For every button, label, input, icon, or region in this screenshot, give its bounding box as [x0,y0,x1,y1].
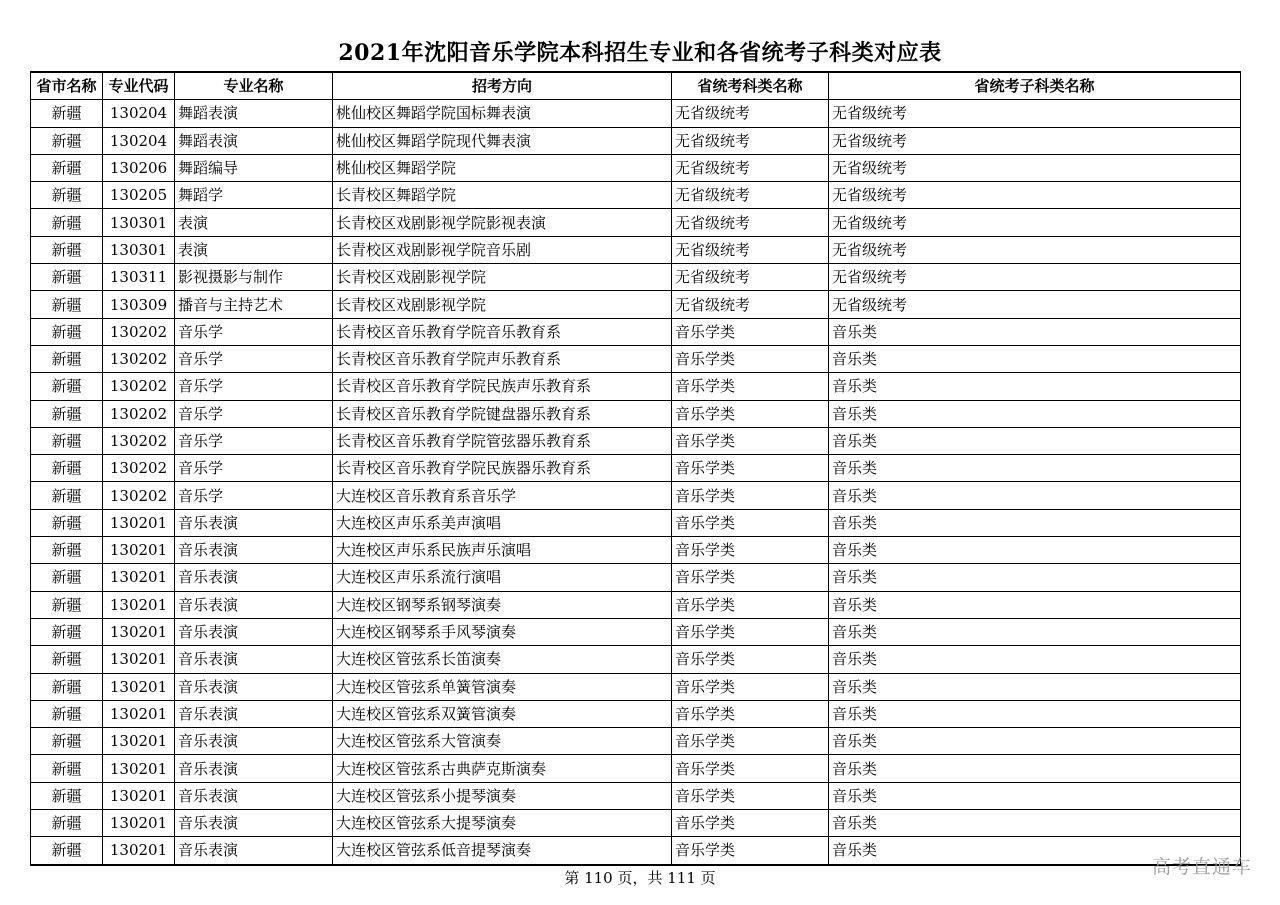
cell-major-name: 表演 [175,236,333,263]
cell-category: 无省级统考 [672,127,829,154]
cell-major-code: 130201 [103,782,175,809]
cell-direction: 大连校区声乐系民族声乐演唱 [333,537,672,564]
cell-direction: 长青校区戏剧影视学院音乐剧 [333,236,672,263]
cell-subcategory: 音乐类 [829,591,1241,618]
cell-category: 音乐学类 [672,427,829,454]
table-row [31,837,1241,865]
cell-major-code: 130201 [103,646,175,673]
cell-category: 音乐学类 [672,728,829,755]
cell-province: 新疆 [31,482,103,509]
cell-category: 音乐学类 [672,646,829,673]
cell-category: 音乐学类 [672,537,829,564]
cell-major-code: 130311 [103,264,175,291]
table-row [31,482,1241,509]
cell-direction: 长青校区戏剧影视学院影视表演 [333,209,672,236]
cell-subcategory: 音乐类 [829,700,1241,727]
page-title: 2021年沈阳音乐学院本科招生专业和各省统考子科类对应表 [338,40,942,66]
cell-category: 音乐学类 [672,400,829,427]
table-row [31,100,1241,127]
header-subcategory: 省统考子科类名称 [829,72,1241,100]
cell-major-code: 130201 [103,810,175,837]
cell-direction: 大连校区声乐系流行演唱 [333,564,672,591]
cell-subcategory: 音乐类 [829,837,1241,865]
cell-direction: 长青校区音乐教育学院民族声乐教育系 [333,373,672,400]
cell-category: 无省级统考 [672,264,829,291]
table-row [31,618,1241,645]
cell-direction: 桃仙校区舞蹈学院国标舞表演 [333,100,672,127]
cell-category: 音乐学类 [672,837,829,865]
table-row [31,264,1241,291]
cell-subcategory: 音乐类 [829,646,1241,673]
table-row [31,400,1241,427]
table-row [31,154,1241,181]
cell-major-code: 130202 [103,427,175,454]
cell-major-code: 130202 [103,373,175,400]
cell-major-name: 音乐表演 [175,700,333,727]
header-category: 省统考科类名称 [672,72,829,100]
cell-direction: 大连校区管弦系单簧管演奏 [333,673,672,700]
cell-province: 新疆 [31,810,103,837]
cell-major-code: 130301 [103,209,175,236]
cell-major-code: 130201 [103,509,175,536]
cell-major-name: 音乐学 [175,400,333,427]
cell-subcategory: 音乐类 [829,755,1241,782]
table-row [31,700,1241,727]
cell-major-code: 130202 [103,455,175,482]
table-row [31,318,1241,345]
cell-province: 新疆 [31,100,103,127]
table-row [31,755,1241,782]
cell-direction: 大连校区钢琴系钢琴演奏 [333,591,672,618]
cell-major-name: 舞蹈表演 [175,127,333,154]
cell-direction: 大连校区管弦系低音提琴演奏 [333,837,672,865]
cell-category: 音乐学类 [672,373,829,400]
cell-province: 新疆 [31,782,103,809]
cell-direction: 长青校区音乐教育学院管弦器乐教育系 [333,427,672,454]
cell-direction: 长青校区音乐教育学院民族器乐教育系 [333,455,672,482]
cell-direction: 大连校区管弦系小提琴演奏 [333,782,672,809]
table-row [31,509,1241,536]
table-header-row [31,72,1241,100]
cell-subcategory: 音乐类 [829,728,1241,755]
cell-major-name: 舞蹈编导 [175,154,333,181]
cell-direction: 大连校区管弦系长笛演奏 [333,646,672,673]
cell-province: 新疆 [31,318,103,345]
cell-direction: 大连校区音乐教育系音乐学 [333,482,672,509]
cell-direction: 大连校区管弦系古典萨克斯演奏 [333,755,672,782]
cell-province: 新疆 [31,537,103,564]
cell-major-name: 音乐学 [175,482,333,509]
cell-major-code: 130206 [103,154,175,181]
cell-subcategory: 无省级统考 [829,236,1241,263]
cell-subcategory: 无省级统考 [829,100,1241,127]
cell-direction: 长青校区戏剧影视学院 [333,264,672,291]
cell-province: 新疆 [31,509,103,536]
cell-major-name: 舞蹈表演 [175,100,333,127]
cell-major-name: 音乐表演 [175,782,333,809]
cell-major-code: 130201 [103,591,175,618]
cell-category: 音乐学类 [672,345,829,372]
cell-category: 音乐学类 [672,755,829,782]
cell-category: 音乐学类 [672,673,829,700]
cell-major-code: 130204 [103,100,175,127]
cell-major-code: 130201 [103,728,175,755]
cell-province: 新疆 [31,755,103,782]
cell-major-name: 音乐学 [175,455,333,482]
cell-major-code: 130201 [103,700,175,727]
cell-major-code: 130201 [103,837,175,865]
cell-major-code: 130205 [103,182,175,209]
cell-direction: 桃仙校区舞蹈学院现代舞表演 [333,127,672,154]
cell-direction: 长青校区舞蹈学院 [333,182,672,209]
cell-category: 无省级统考 [672,236,829,263]
cell-direction: 大连校区管弦系双簧管演奏 [333,700,672,727]
major-mapping-table [30,71,1241,866]
header-major-code: 专业代码 [103,72,175,100]
page-footer: 第 110 页，共 111 页 [564,869,716,887]
cell-direction: 大连校区管弦系大管演奏 [333,728,672,755]
cell-major-name: 表演 [175,209,333,236]
cell-direction: 长青校区戏剧影视学院 [333,291,672,318]
cell-major-name: 播音与主持艺术 [175,291,333,318]
cell-subcategory: 音乐类 [829,618,1241,645]
cell-province: 新疆 [31,291,103,318]
cell-major-code: 130202 [103,318,175,345]
cell-province: 新疆 [31,427,103,454]
cell-major-code: 130201 [103,537,175,564]
cell-major-name: 音乐学 [175,373,333,400]
cell-major-name: 音乐表演 [175,591,333,618]
cell-category: 音乐学类 [672,564,829,591]
cell-major-code: 130301 [103,236,175,263]
table-row [31,291,1241,318]
table-row [31,127,1241,154]
cell-province: 新疆 [31,127,103,154]
cell-subcategory: 音乐类 [829,400,1241,427]
cell-category: 无省级统考 [672,100,829,127]
cell-major-name: 音乐表演 [175,728,333,755]
cell-category: 无省级统考 [672,154,829,181]
cell-major-name: 音乐学 [175,345,333,372]
cell-category: 音乐学类 [672,700,829,727]
cell-direction: 大连校区管弦系大提琴演奏 [333,810,672,837]
cell-category: 音乐学类 [672,810,829,837]
cell-subcategory: 音乐类 [829,810,1241,837]
table-row [31,209,1241,236]
cell-province: 新疆 [31,264,103,291]
cell-subcategory: 无省级统考 [829,182,1241,209]
cell-province: 新疆 [31,618,103,645]
cell-province: 新疆 [31,373,103,400]
cell-subcategory: 无省级统考 [829,264,1241,291]
cell-province: 新疆 [31,728,103,755]
cell-major-code: 130202 [103,400,175,427]
cell-major-code: 130309 [103,291,175,318]
cell-subcategory: 音乐类 [829,537,1241,564]
cell-major-code: 130202 [103,482,175,509]
table-row [31,782,1241,809]
cell-subcategory: 音乐类 [829,482,1241,509]
cell-category: 音乐学类 [672,455,829,482]
cell-province: 新疆 [31,400,103,427]
cell-province: 新疆 [31,182,103,209]
header-direction: 招考方向 [333,72,672,100]
table-row [31,537,1241,564]
cell-province: 新疆 [31,837,103,865]
table-row [31,427,1241,454]
cell-major-name: 音乐表演 [175,564,333,591]
cell-subcategory: 音乐类 [829,427,1241,454]
table-row [31,591,1241,618]
cell-major-code: 130201 [103,618,175,645]
cell-subcategory: 无省级统考 [829,291,1241,318]
cell-subcategory: 音乐类 [829,673,1241,700]
table-row [31,373,1241,400]
cell-major-code: 130201 [103,673,175,700]
cell-major-name: 影视摄影与制作 [175,264,333,291]
table-row [31,236,1241,263]
cell-category: 音乐学类 [672,591,829,618]
cell-subcategory: 音乐类 [829,373,1241,400]
header-major-name: 专业名称 [175,72,333,100]
cell-major-name: 音乐表演 [175,618,333,645]
cell-subcategory: 无省级统考 [829,209,1241,236]
cell-subcategory: 音乐类 [829,318,1241,345]
cell-major-name: 音乐表演 [175,755,333,782]
cell-subcategory: 无省级统考 [829,154,1241,181]
table-row [31,673,1241,700]
cell-direction: 大连校区声乐系美声演唱 [333,509,672,536]
cell-direction: 长青校区音乐教育学院音乐教育系 [333,318,672,345]
watermark-logo-text: 高考直通车 [1151,856,1252,878]
cell-province: 新疆 [31,154,103,181]
table-row [31,345,1241,372]
table-row [31,728,1241,755]
cell-province: 新疆 [31,700,103,727]
cell-subcategory: 音乐类 [829,564,1241,591]
cell-major-name: 音乐表演 [175,509,333,536]
cell-direction: 长青校区音乐教育学院键盘器乐教育系 [333,400,672,427]
cell-major-name: 音乐表演 [175,673,333,700]
cell-subcategory: 音乐类 [829,455,1241,482]
cell-province: 新疆 [31,591,103,618]
cell-province: 新疆 [31,236,103,263]
cell-category: 音乐学类 [672,482,829,509]
cell-category: 音乐学类 [672,318,829,345]
cell-province: 新疆 [31,209,103,236]
cell-province: 新疆 [31,646,103,673]
cell-major-code: 130201 [103,564,175,591]
table-row [31,182,1241,209]
table-row [31,455,1241,482]
cell-subcategory: 无省级统考 [829,127,1241,154]
cell-major-name: 音乐学 [175,318,333,345]
cell-major-code: 130202 [103,345,175,372]
cell-subcategory: 音乐类 [829,345,1241,372]
cell-major-name: 音乐表演 [175,837,333,865]
cell-province: 新疆 [31,455,103,482]
cell-direction: 大连校区钢琴系手风琴演奏 [333,618,672,645]
cell-major-name: 舞蹈学 [175,182,333,209]
cell-category: 无省级统考 [672,182,829,209]
cell-province: 新疆 [31,673,103,700]
cell-major-name: 音乐表演 [175,810,333,837]
cell-province: 新疆 [31,345,103,372]
cell-category: 音乐学类 [672,509,829,536]
table-row [31,810,1241,837]
cell-category: 音乐学类 [672,618,829,645]
cell-subcategory: 音乐类 [829,509,1241,536]
cell-subcategory: 音乐类 [829,782,1241,809]
cell-major-code: 130204 [103,127,175,154]
cell-direction: 桃仙校区舞蹈学院 [333,154,672,181]
cell-major-name: 音乐表演 [175,646,333,673]
cell-major-code: 130201 [103,755,175,782]
table-row [31,564,1241,591]
cell-major-name: 音乐表演 [175,537,333,564]
cell-category: 音乐学类 [672,782,829,809]
cell-major-name: 音乐学 [175,427,333,454]
cell-category: 无省级统考 [672,291,829,318]
table-row [31,646,1241,673]
cell-province: 新疆 [31,564,103,591]
cell-category: 无省级统考 [672,209,829,236]
cell-direction: 长青校区音乐教育学院声乐教育系 [333,345,672,372]
header-province: 省市名称 [31,72,103,100]
